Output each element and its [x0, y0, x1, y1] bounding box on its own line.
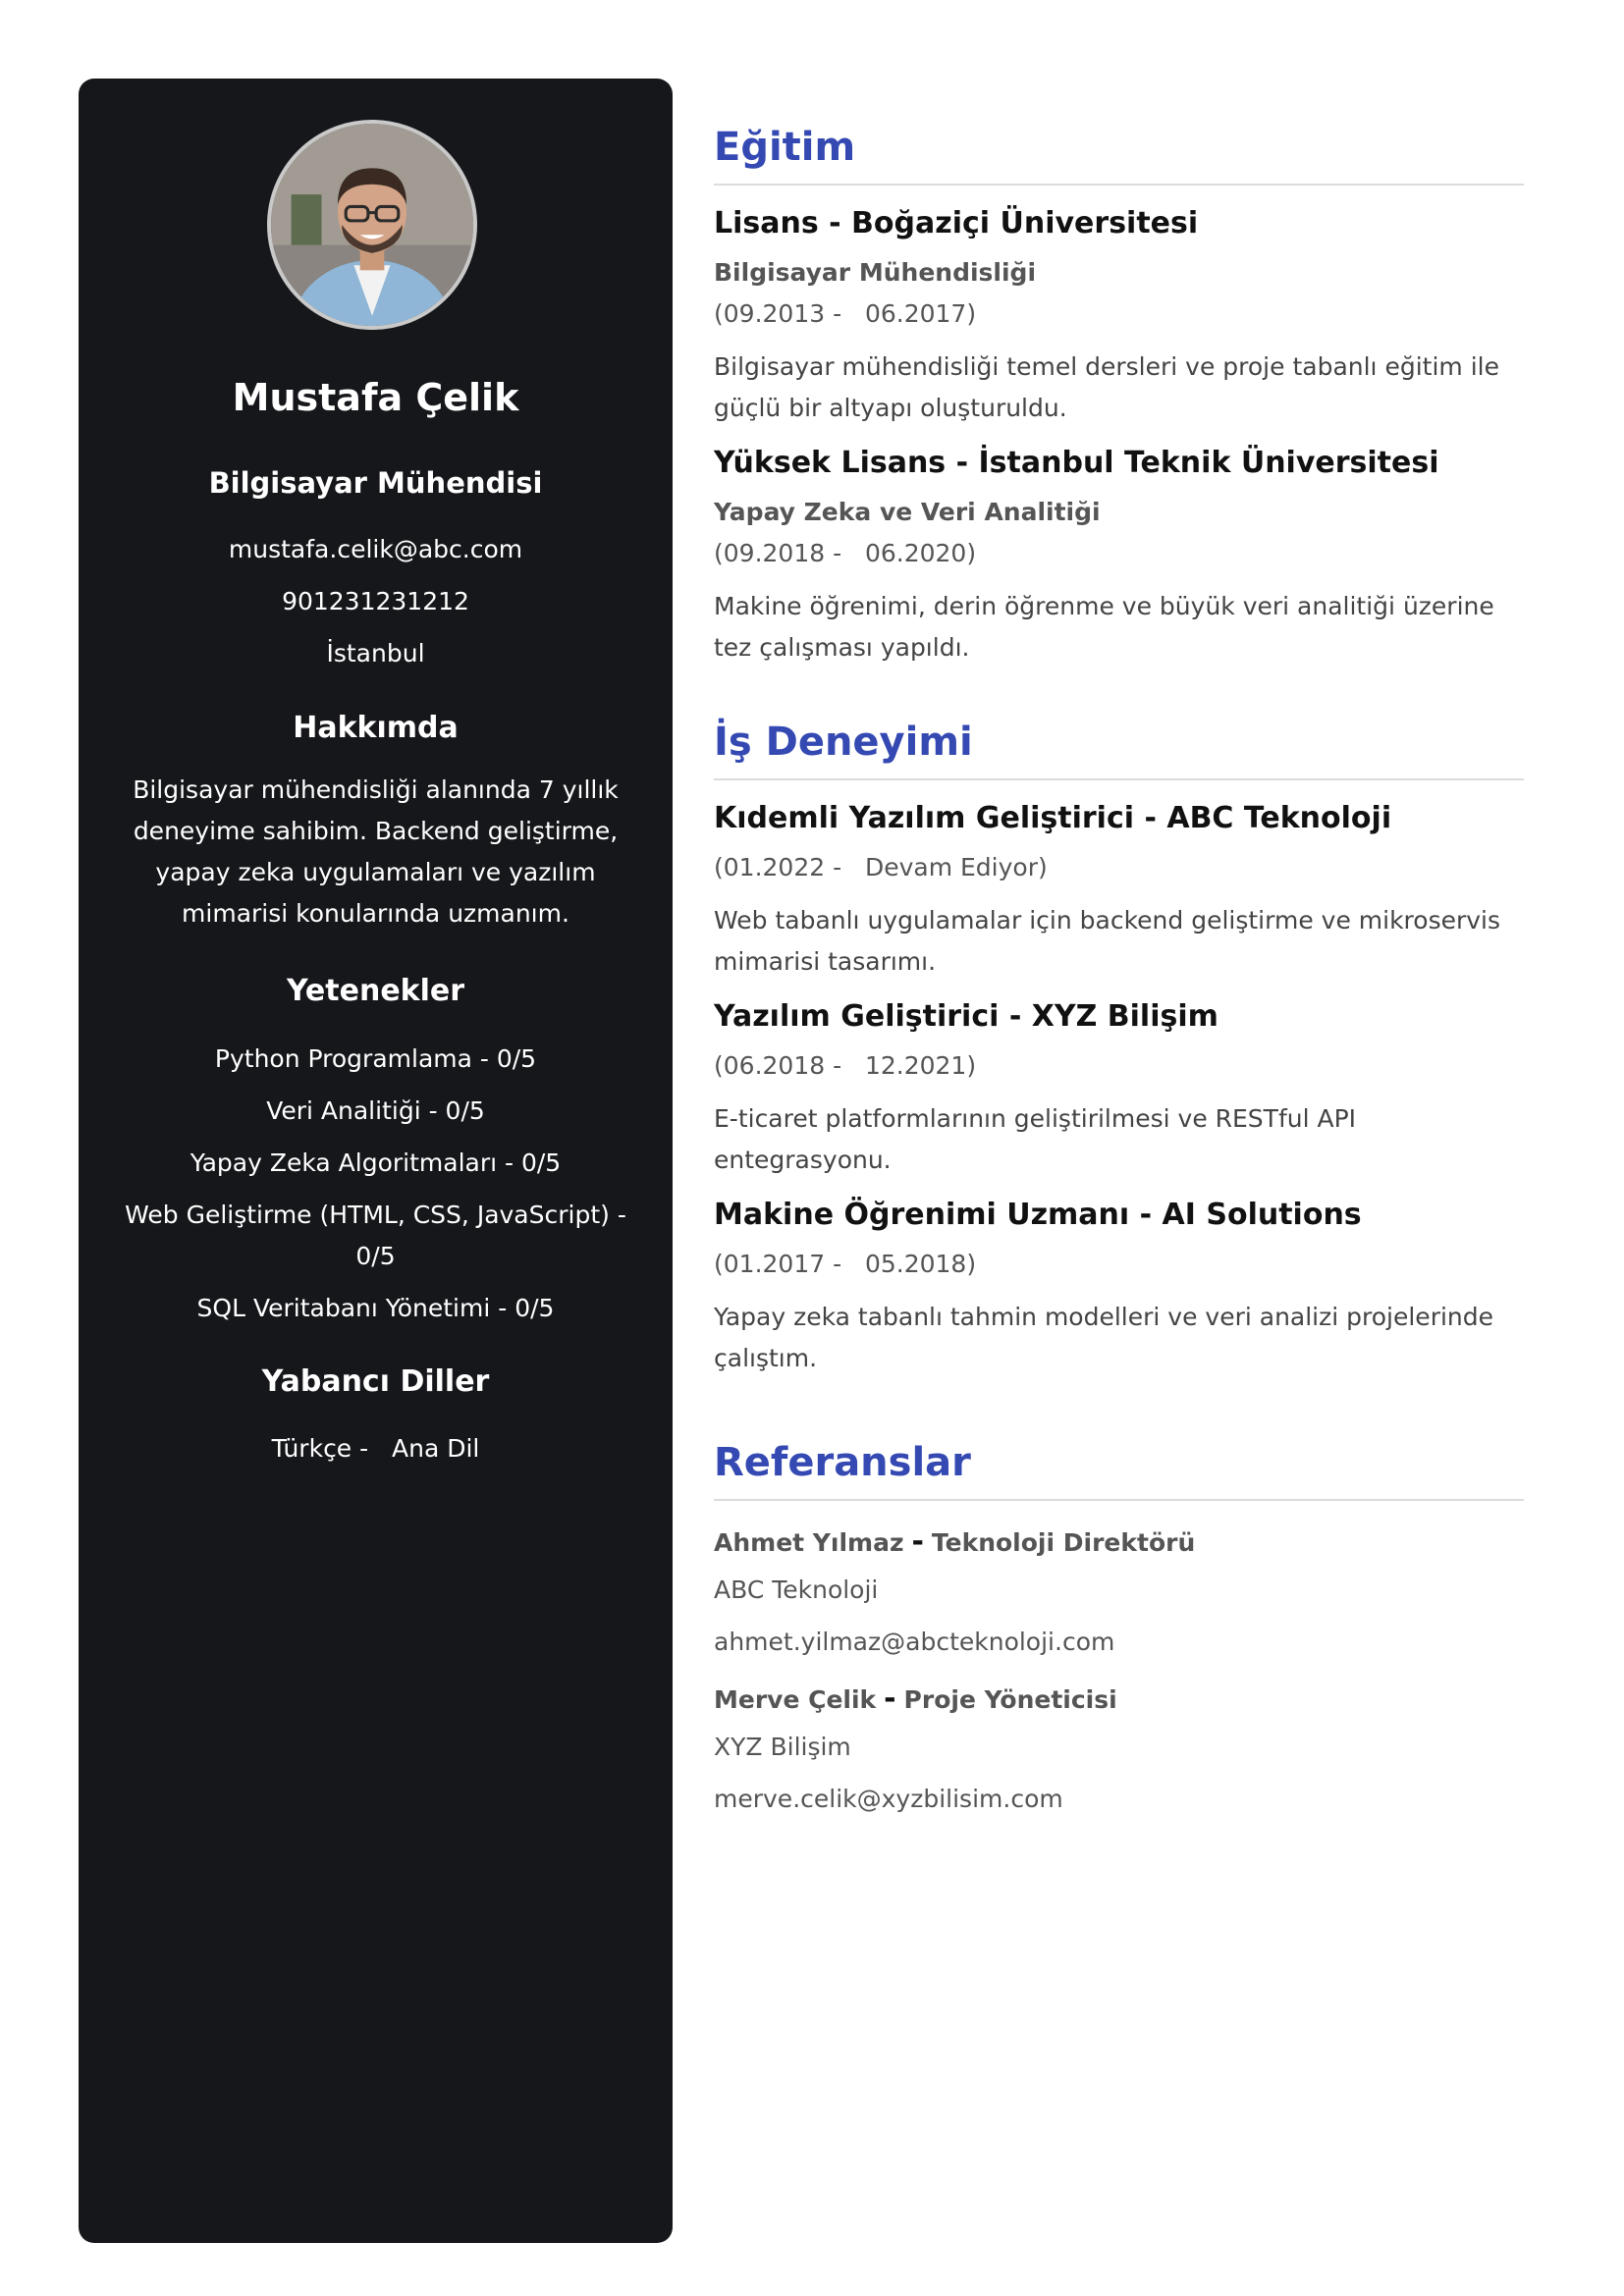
education-heading: Eğitim [714, 125, 856, 170]
reference-separator: - [884, 1682, 896, 1716]
about-text: Bilgisayar mühendisliği alanında 7 yıllık deneyime sahibim. Backend geliştirme, yapay zeka uygulamaları ve yazılım mimarisi konularında uzmanım. [133, 775, 619, 928]
reference-company: ABC Teknoloji [714, 1575, 879, 1604]
skill-item: Yapay Zeka Algoritmaları - 0/5 [189, 1148, 562, 1177]
experience-title: Yazılım Geliştirici - XYZ Bilişim [714, 999, 1218, 1034]
section-divider [714, 1499, 1524, 1501]
education-title: Yüksek Lisans - İstanbul Teknik Üniversitesi [714, 446, 1439, 480]
experience-date: (01.2017 - 05.2018) [714, 1250, 977, 1278]
reference-role: Teknoloji Direktörü [931, 1528, 1196, 1557]
reference-name: Ahmet Yılmaz [714, 1528, 904, 1557]
experience-date: (06.2018 - 12.2021) [714, 1051, 977, 1080]
skills-heading: Yetenekler [286, 974, 465, 1008]
language-item: Türkçe - Ana Dil [271, 1434, 480, 1463]
reference-email[interactable]: merve.celik@xyzbilisim.com [714, 1785, 1063, 1813]
reference-email[interactable]: ahmet.yilmaz@abcteknoloji.com [714, 1628, 1115, 1656]
skill-item: Web Geliştirme (HTML, CSS, JavaScript) - 0/5 [125, 1201, 626, 1270]
education-field: Bilgisayar Mühendisliği [714, 258, 1037, 287]
reference-role: Proje Yöneticisi [903, 1685, 1117, 1714]
skill-item: Python Programlama - 0/5 [214, 1044, 537, 1073]
experience-description: E-ticaret platformlarının geliştirilmesi ve RESTful API entegrasyonu. [714, 1104, 1357, 1174]
experience-description: Yapay zeka tabanlı tahmin modelleri ve veri analizi projelerinde çalıştım. [714, 1303, 1494, 1372]
section-divider [714, 778, 1524, 780]
reference-company: XYZ Bilişim [714, 1733, 851, 1761]
reference-header [714, 1682, 1117, 1718]
education-date: (09.2013 - 06.2017) [714, 299, 977, 328]
education-date: (09.2018 - 06.2020) [714, 539, 977, 567]
skill-item: Veri Analitiği - 0/5 [266, 1096, 485, 1125]
education-description: Bilgisayar mühendisliği temel dersleri ve proje tabanlı eğitim ile güçlü bir altyapı oluşturuldu. [714, 352, 1499, 422]
profile-photo-icon [271, 124, 473, 326]
experience-title: Makine Öğrenimi Uzmanı - AI Solutions [714, 1198, 1362, 1232]
reference-name: Merve Çelik [714, 1685, 877, 1714]
about-heading: Hakkımda [293, 711, 459, 745]
profile-title: Bilgisayar Mühendisi [208, 466, 543, 500]
education-title: Lisans - Boğaziçi Üniversitesi [714, 206, 1199, 240]
profile-phone[interactable]: 901231231212 [282, 587, 469, 615]
reference-separator: - [911, 1524, 924, 1559]
skill-item: SQL Veritabanı Yönetimi - 0/5 [196, 1294, 555, 1322]
education-field: Yapay Zeka ve Veri Analitiği [714, 498, 1101, 526]
languages-heading: Yabancı Diller [261, 1364, 490, 1399]
experience-date: (01.2022 - Devam Ediyor) [714, 853, 1048, 881]
experience-heading: İş Deneyimi [714, 720, 973, 765]
section-divider [714, 184, 1524, 186]
profile-email[interactable]: mustafa.celik@abc.com [228, 535, 523, 563]
reference-header [714, 1524, 1195, 1561]
avatar [267, 120, 477, 330]
experience-title: Kıdemli Yazılım Geliştirici - ABC Teknoloji [714, 801, 1392, 835]
profile-name: Mustafa Çelik [232, 376, 519, 419]
education-description: Makine öğrenimi, derin öğrenme ve büyük veri analitiği üzerine tez çalışması yapıldı. [714, 592, 1494, 662]
references-heading: Referanslar [714, 1440, 971, 1485]
sidebar [79, 79, 673, 2243]
experience-description: Web tabanlı uygulamalar için backend geliştirme ve mikroservis mimarisi tasarımı. [714, 906, 1501, 976]
profile-city: İstanbul [326, 639, 425, 667]
